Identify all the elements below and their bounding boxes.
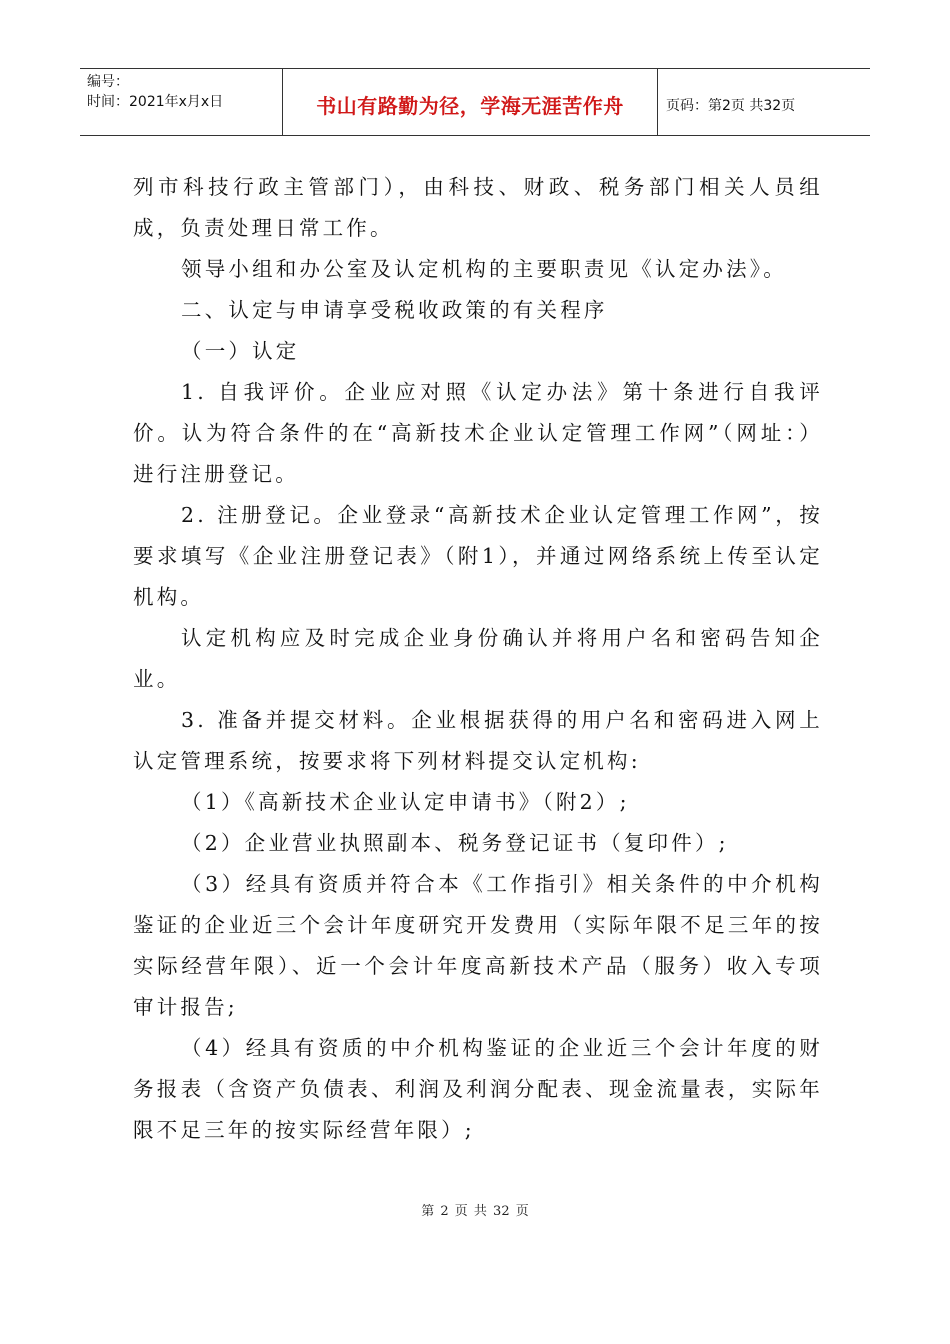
paragraph: 认定机构应及时完成企业身份确认并将用户名和密码告知企业。 xyxy=(133,626,823,691)
document-body xyxy=(133,167,823,1151)
header-motto: 书山有路勤为径，学海无涯苦作舟 xyxy=(316,93,624,118)
header-page-info: 页码：第2页 共32页 xyxy=(666,98,796,114)
section-heading: 二、认定与申请享受税收政策的有关程序 xyxy=(181,298,608,322)
document-time-label: 时间：2021年x月x日 xyxy=(87,94,224,110)
paragraph: 2. 注册登记。企业登录“高新技术企业认定管理工作网”，按要求填写《企业注册登记表》（附1），并通过网络系统上传至认定机构。 xyxy=(133,503,823,609)
list-item: （1）《高新技术企业认定申请书》（附2）; xyxy=(181,790,630,814)
subsection-heading: （一）认定 xyxy=(181,339,300,363)
header-meta-cell xyxy=(80,69,283,135)
header-page-cell xyxy=(658,72,870,138)
list-item: （4）经具有资质的中介机构鉴证的企业近三个会计年度的财务报表（含资产负债表、利润及利润分配表、现金流量表，实际年限不足三年的按实际经营年限）; xyxy=(133,1036,823,1142)
header-motto-cell xyxy=(283,69,658,135)
list-item: （2）企业营业执照副本、税务登记证书（复印件）; xyxy=(181,831,729,855)
page-footer xyxy=(0,1200,950,1219)
paragraph: 3. 准备并提交材料。企业根据获得的用户名和密码进入网上认定管理系统，按要求将下列材料提交认定机构: xyxy=(133,708,823,773)
list-item: （3）经具有资质并符合本《工作指引》相关条件的中介机构鉴证的企业近三个会计年度研究开发费用（实际年限不足三年的按实际经营年限）、近一个会计年度高新技术产品（服务）收入专项审计报告; xyxy=(133,872,823,1019)
paragraph: 列市科技行政主管部门），由科技、财政、税务部门相关人员组成，负责处理日常工作。 xyxy=(133,175,823,240)
paragraph: 1. 自我评价。企业应对照《认定办法》第十条进行自我评价。认为符合条件的在“高新技术企业认定管理工作网”（网址：）进行注册登记。 xyxy=(133,380,823,486)
document-header xyxy=(80,68,870,136)
paragraph: 领导小组和办公室及认定机构的主要职责见《认定办法》。 xyxy=(181,257,787,281)
footer-page-number: 第 2 页 共 32 页 xyxy=(421,1204,529,1219)
document-number-label: 编号： xyxy=(87,74,129,90)
